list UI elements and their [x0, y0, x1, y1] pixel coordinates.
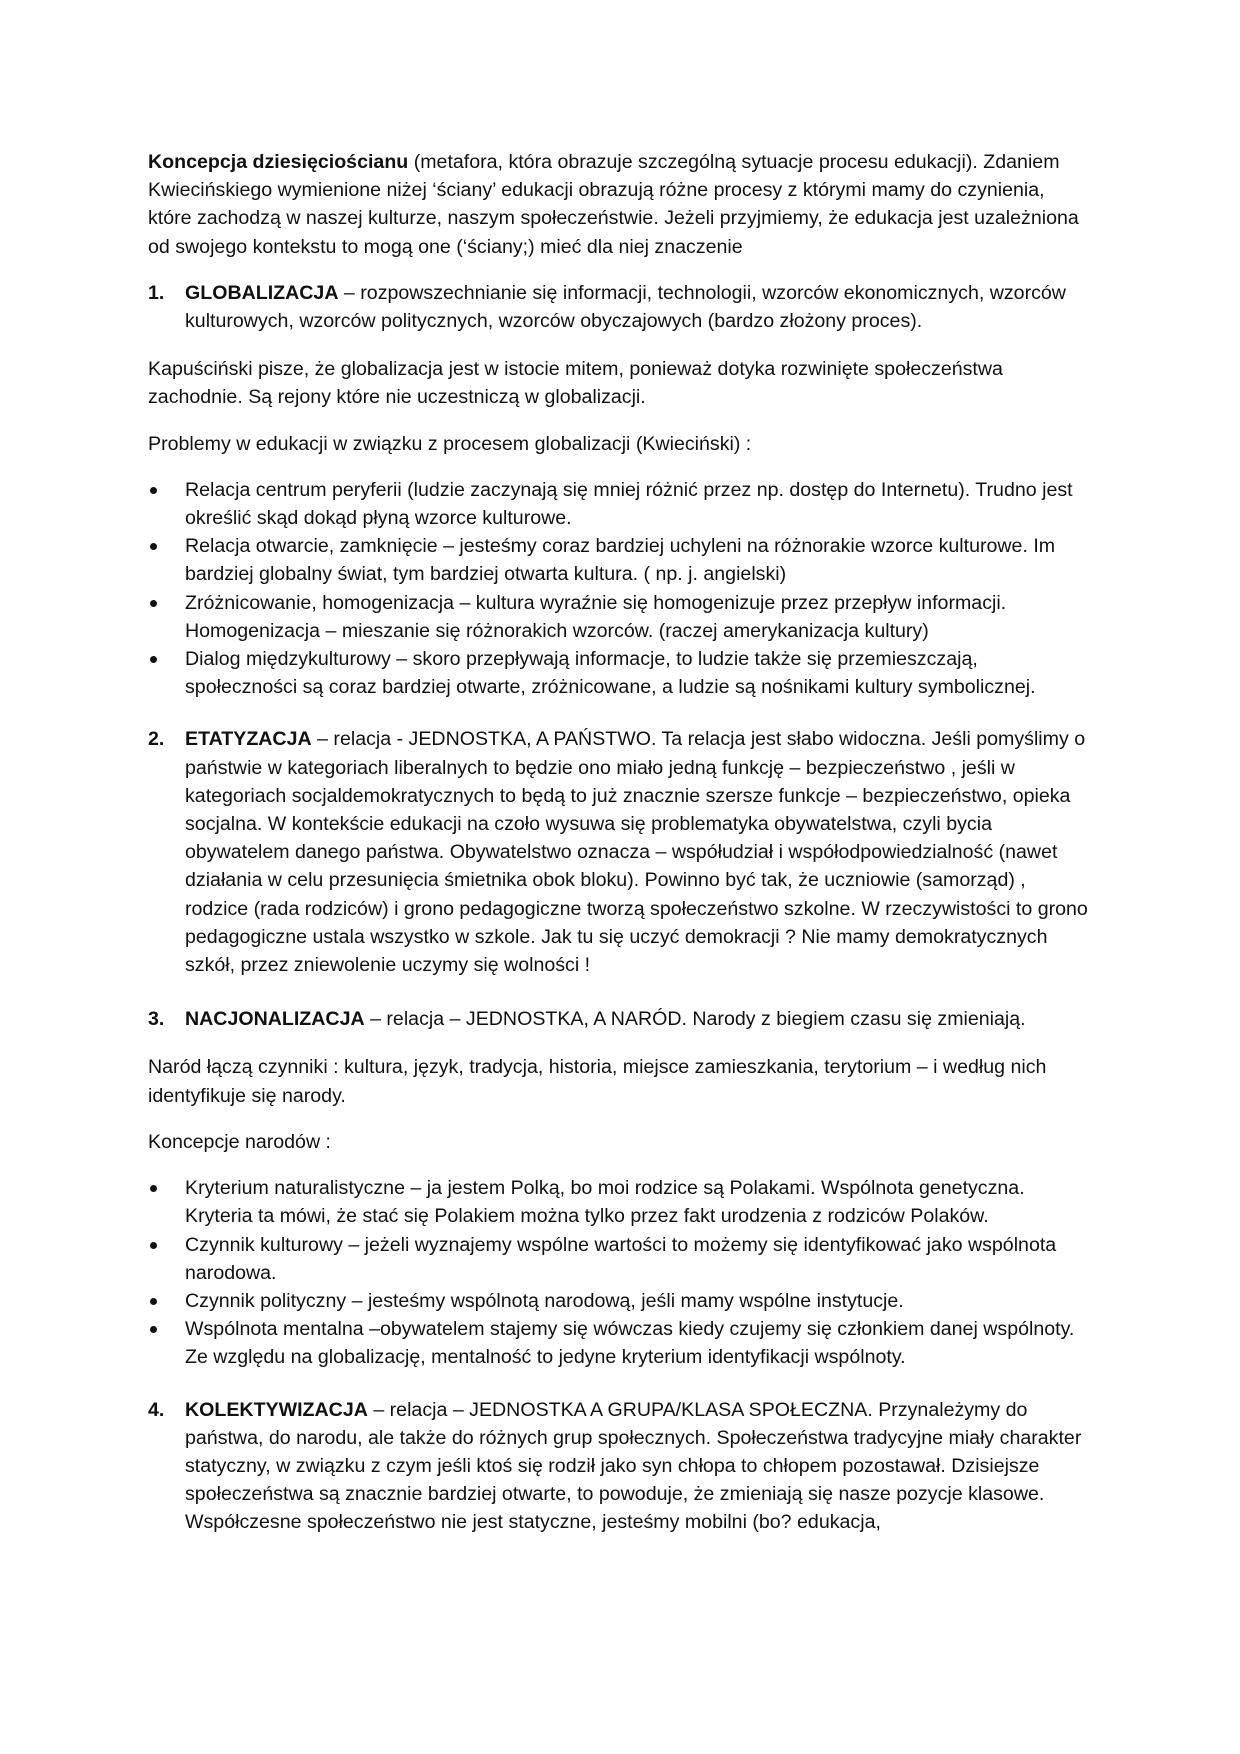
section-heading: ETATYZACJA — [185, 728, 312, 751]
bullet-icon — [150, 487, 157, 494]
section-number: 1. — [148, 281, 165, 304]
document-page — [148, 148, 1093, 1557]
bullet-icon — [150, 1326, 157, 1333]
list-item — [148, 476, 1093, 532]
section-number: 4. — [148, 1398, 165, 1421]
list-item — [148, 1174, 1093, 1230]
section-text: – relacja – JEDNOSTKA, A NARÓD. Narody z biegiem czasu się zmieniają. — [364, 1008, 1026, 1031]
section-heading: NACJONALIZACJA — [185, 1008, 365, 1031]
section-nationalization — [148, 1005, 1093, 1033]
nation-factors-paragraph: Naród łączą czynniki : kultura, język, tradycja, historia, miejsce zamieszkania, terytorium – i według nich identyfikuje się narody. — [148, 1056, 1047, 1107]
section-number: 2. — [148, 728, 165, 751]
list-item-text: Czynnik kulturowy – jeżeli wyznajemy wspólne wartości to możemy się identyfikować jako wspólnota narodowa. — [185, 1233, 1057, 1284]
problems-intro: Problemy w edukacji w związku z procesem globalizacji (Kwieciński) : — [148, 432, 752, 455]
section-heading: GLOBALIZACJA — [185, 281, 339, 304]
section-text: – rozpowszechnianie się informacji, technologii, wzorców ekonomicznych, wzorców kulturowych, wzorców politycznych, wzorców obyczajowych (bardzo złożony proces). — [185, 281, 1066, 333]
list-item-text: Kryterium naturalistyczne – ja jestem Polką, bo moi rodzice są Polakami. Wspólnota genetyczna. Kryteria ta mówi, że stać się Polakiem można tylko przez fakt urodzenia z rodziców Polaków. — [185, 1177, 1025, 1228]
section-collectivization — [148, 1396, 1093, 1537]
section-globalization — [148, 279, 1093, 335]
intro-title: Koncepcja dziesięciościanu — [148, 151, 409, 173]
bullet-icon — [150, 600, 157, 607]
section-text: – relacja – JEDNOSTKA A GRUPA/KLASA SPOŁECZNA. Przynależymy do państwa, do narodu, ale także do różnych grup społecznych. Społeczeństwa tradycyjne miały charakter statyczny, w związku z czym jeśli ktoś się rodził jako syn chłopa to chłopem pozostawał. Dzisiejsze społeczeństwa są znacznie bardziej otwarte, to powoduje, że zmieniają się nasze pozycje klasowe. Współczesne społeczeństwo nie jest statyczne, jesteśmy mobilni (bo? edukacja, — [185, 1398, 1082, 1534]
list-item — [148, 645, 1093, 701]
section-text: – relacja - JEDNOSTKA, A PAŃSTWO. Ta relacja jest słabo widoczna. Jeśli pomyślimy o państwie w kategoriach liberalnych to będzie ono miało jedną funkcję – bezpieczeństwo , jeśli w kategoriach socjaldemokratycznych to będą to już znacznie szersze funkcje – bezpieczeństwo, opieka socjalna. W kontekście edukacji na czoło wysuwa się problematyka obywatelstwa, czyli bycia obywatelem danego państwa. Obywatelstwo oznacza – współudział i współodpowiedzialność (nawet działania w celu przesunięcia śmietnika obok bloku). Powinno być tak, że uczniowie (samorząd) , rodzice (rada rodziców) i grono pedagogiczne tworzą społeczeństwo szkolne. W rzeczywistości to grono pedagogiczne ustala wszystko w szkole. Jak tu się uczyć demokracji ? Nie mamy demokratycznych szkół, przez zniewolenie uczymy się wolności ! — [185, 728, 1088, 977]
list-item — [148, 532, 1093, 588]
list-item — [148, 589, 1093, 645]
list-item-text: Relacja otwarcie, zamknięcie – jesteśmy coraz bardziej uchyleni na różnorakie wzorce kulturowe. Im bardziej globalny świat, tym bardziej otwarta kultura. ( np. j. angielski) — [185, 535, 1056, 586]
list-item-text: Wspólnota mentalna –obywatelem stajemy się wówczas kiedy czujemy się członkiem danej wspólnoty. Ze względu na globalizację, mentalność to jedyne kryterium identyfikacji wspólnoty. — [185, 1318, 1075, 1369]
bullet-icon — [150, 1298, 157, 1305]
bullet-icon — [150, 656, 157, 663]
list-item-text: Relacja centrum peryferii (ludzie zaczynają się mniej różnić przez np. dostęp do Internetu). Trudno jest określić skąd dokąd płyną wzorce kulturowe. — [185, 478, 1073, 530]
list-item-text: Zróżnicowanie, homogenizacja – kultura wyraźnie się homogenizuje przez przepływ informacji. Homogenizacja – mieszanie się różnorakich wzorców. (raczej amerykanizacja kultury) — [185, 591, 1007, 642]
section-number: 3. — [148, 1008, 165, 1031]
section-etatization — [148, 725, 1093, 979]
list-item-text: Czynnik polityczny – jesteśmy wspólnotą narodową, jeśli mamy wspólne instytucje. — [185, 1289, 904, 1312]
list-item — [148, 1287, 1093, 1315]
list-item — [148, 1315, 1093, 1371]
list-item — [148, 1231, 1093, 1287]
nation-concepts-intro: Koncepcje narodów : — [148, 1130, 331, 1153]
intro-paragraph — [148, 148, 1093, 261]
bullet-icon — [150, 543, 157, 550]
bullet-icon — [150, 1185, 157, 1192]
list-item-text: Dialog międzykulturowy – skoro przepływają informacje, to ludzie także się przemieszczają, społeczności są coraz bardziej otwarte, zróżnicowane, a ludzie są nośnikami kultury symbolicznej. — [185, 648, 1036, 699]
section-heading: KOLEKTYWIZACJA — [185, 1398, 368, 1421]
nation-concepts-list — [148, 1174, 1093, 1371]
globalization-problems-list — [148, 476, 1093, 702]
intro-text: (metafora, która obrazuje szczególną sytuacje procesu edukacji). Zdaniem Kwiecińskiego wymienione niżej ‘ściany’ edukacji obrazują różne procesy z którymi mamy do czynienia, które zachodzą w naszej kulturze, naszym społeczeństwie. Jeżeli przyjmiemy, że edukacja jest uzależniona od swojego kontekstu to mogą one (‘ściany;) mieć dla niej znaczenie — [148, 151, 1079, 258]
bullet-icon — [150, 1242, 157, 1249]
kapuscinski-paragraph: Kapuściński pisze, że globalizacja jest w istocie mitem, ponieważ dotyka rozwinięte społeczeństwa zachodnie. Są rejony które nie uczestniczą w globalizacji. — [148, 358, 1003, 409]
